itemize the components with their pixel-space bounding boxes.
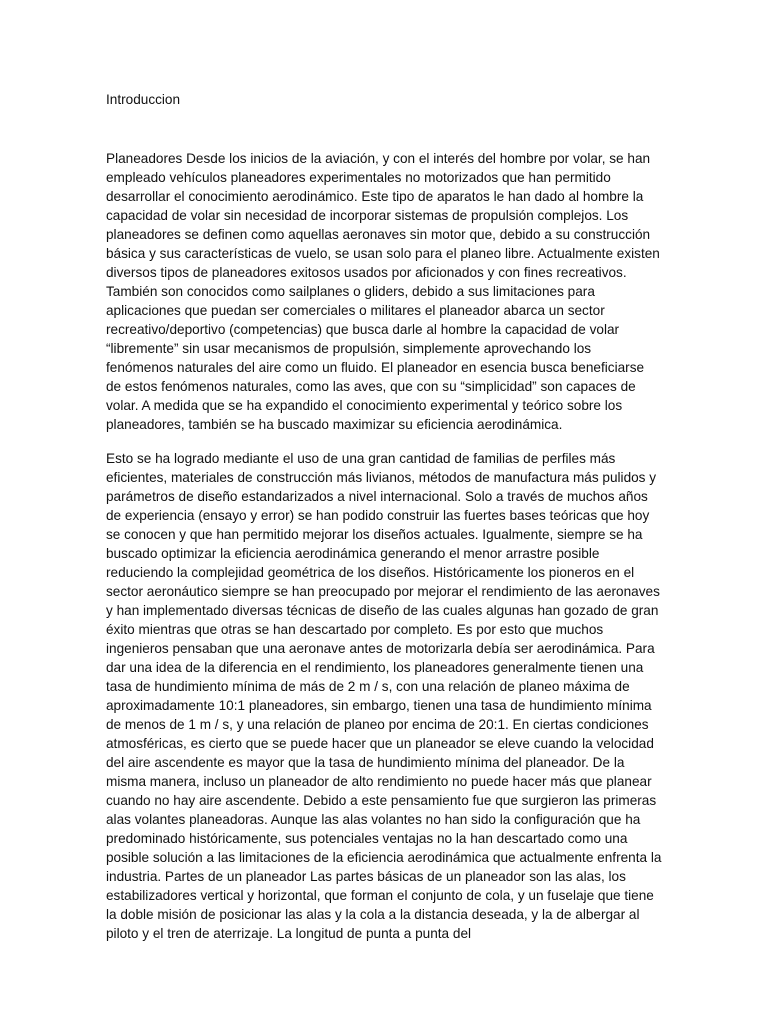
document-title: Introduccion (106, 92, 181, 107)
paragraph-planeadores: Planeadores Desde los inicios de la aviación, y con el interés del hombre por volar, se han empleado vehículos planeadores experimentales no motorizados que han permitido desarrollar el conocimiento aerodinámico. Este tipo de aparatos le han dado al hombre la capacidad de volar sin necesidad de incorporar sistemas de propulsión complejos. Los planeadores se definen como aquellas aeronaves sin motor que, debido a su construcción básica y sus características de vuelo, se usan solo para el planeo libre. Actualmente existen diversos tipos de planeadores exitosos usados por aficionados y con fines recreativos. También son conocidos como sailplanes o gliders, debido a sus limitaciones para aplicaciones que puedan ser comerciales o militares el planeador abarca un sector recreativo/deportivo (competencias) que busca darle al hombre la capacidad de volar “libremente” sin usar mecanismos de propulsión, simplemente aprovechando los fenómenos naturales del aire como un fluido. El planeador en esencia busca beneficiarse de estos fenómenos naturales, como las aves, que con su “simplicidad” son capaces de volar. A medida que se ha expandido el conocimiento experimental y teórico sobre los planeadores, también se ha buscado maximizar su eficiencia aerodinámica. (106, 151, 660, 432)
paragraph-eficiencia: Esto se ha logrado mediante el uso de una gran cantidad de familias de perfiles más eficientes, materiales de construcción más livianos, métodos de manufactura más pulidos y parámetros de diseño estandarizados a nivel internacional. Solo a través de muchos años de experiencia (ensayo y error) se han podido construir las fuertes bases teóricas que hoy se conocen y que han permitido mejorar los diseños actuales. Igualmente, siempre se ha buscado optimizar la eficiencia aerodinámica generando el menor arrastre posible reduciendo la complejidad geométrica de los diseños. Históricamente los pioneros en el sector aeronáutico siempre se han preocupado por mejorar el rendimiento de las aeronaves y han implementado diversas técnicas de diseño de las cuales algunas han gozado de gran éxito mientras que otras se han descartado por completo. Es por esto que muchos ingenieros pensaban que una aeronave antes de motorizarla debía ser aerodinámica. Para dar una idea de la diferencia en el rendimiento, los planeadores generalmente tienen una tasa de hundimiento mínima de más de 2 m / s, con una relación de planeo máxima de aproximadamente 10:1 planeadores, sin embargo, tienen una tasa de hundimiento mínima de menos de 1 m / s, y una relación de planeo por encima de 20:1. En ciertas condiciones atmosféricas, es cierto que se puede hacer que un planeador se eleve cuando la velocidad del aire ascendente es mayor que la tasa de hundimiento mínima del planeador. De la misma manera, incluso un planeador de alto rendimiento no puede hacer más que planear cuando no hay aire ascendente. Debido a este pensamiento fue que surgieron las primeras alas volantes planeadoras. Aunque las alas volantes no han sido la configuración que ha predominado históricamente, sus potenciales ventajas no la han descartado como una posible solución a las limitaciones de la eficiencia aerodinámica que actualmente enfrenta la industria. Partes de un planeador Las partes básicas de un planeador son las alas, los estabilizadores vertical y horizontal, que forman el conjunto de cola, y un fuselaje que tiene la doble misión de posicionar las alas y la cola a la distancia deseada, y la de albergar al piloto y el tren de aterrizaje. La longitud de punta a punta del (106, 451, 662, 941)
